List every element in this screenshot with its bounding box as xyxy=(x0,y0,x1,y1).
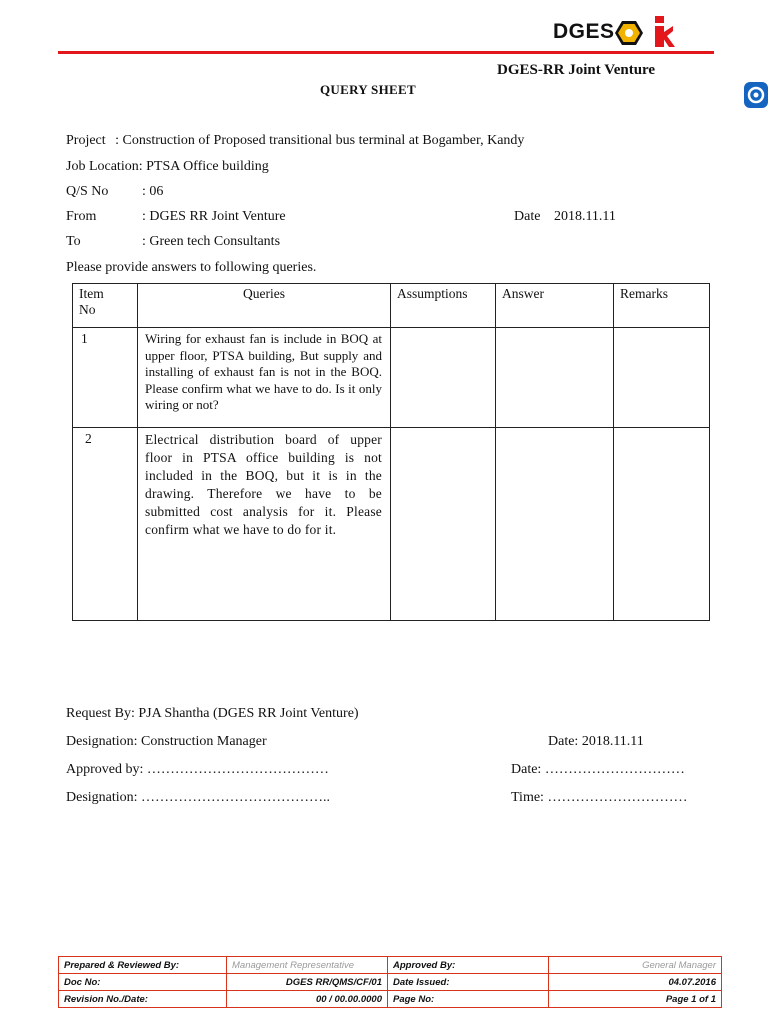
approved-label: Approved By: xyxy=(388,957,549,974)
qs-label: Q/S No xyxy=(66,184,109,199)
header-queries: Queries xyxy=(138,284,391,328)
approved-value: General Manager xyxy=(549,957,722,974)
header-divider xyxy=(58,51,714,54)
qs-line xyxy=(66,184,164,200)
project-label: Project xyxy=(66,133,106,148)
row-item-no: 1 xyxy=(73,328,138,428)
row-answer[interactable] xyxy=(496,428,614,621)
designation: Designation: Construction Manager xyxy=(66,734,267,749)
document-control-footer xyxy=(58,956,722,1008)
header-answer: Answer xyxy=(496,284,614,328)
page-title: QUERY SHEET xyxy=(320,82,416,97)
query-table xyxy=(72,283,710,621)
header-item-line2: No xyxy=(79,302,96,317)
row-assumptions[interactable] xyxy=(391,428,496,621)
header-item-line1: Item xyxy=(79,286,104,301)
project-line xyxy=(66,133,524,149)
side-tool-icon[interactable] xyxy=(744,82,768,108)
row-item-no: 2 xyxy=(73,428,138,621)
row-query: Electrical distribution board of upper floor in PTSA office building is not included in the BOQ, but it is in the drawing. Therefore we have to be submitted cost analysis for it. Please confirm what we have to do for it. xyxy=(138,428,391,621)
header-item-no xyxy=(73,284,138,328)
from-value: : DGES RR Joint Venture xyxy=(142,209,286,224)
company-logo xyxy=(553,14,683,50)
revision-label: Revision No./Date: xyxy=(59,991,227,1008)
revision-value: 00 / 00.00.0000 xyxy=(227,991,388,1008)
date-label: Date xyxy=(514,209,541,224)
issued-label: Date Issued: xyxy=(388,974,549,991)
rr-logo-icon xyxy=(651,16,677,48)
from-label: From xyxy=(66,209,97,224)
row-assumptions[interactable] xyxy=(391,328,496,428)
location-label: Job Location: xyxy=(66,159,143,174)
instruction-text: Please provide answers to following queries. xyxy=(66,260,317,275)
location-line xyxy=(66,159,269,175)
from-line xyxy=(66,209,286,225)
prepared-label: Prepared & Reviewed By: xyxy=(59,957,227,974)
footer-row xyxy=(59,957,722,974)
footer-row xyxy=(59,991,722,1008)
approved-date: Date: ………………………… xyxy=(511,762,685,777)
approver-designation: Designation: ………………………………….. xyxy=(66,790,331,805)
request-date: Date: 2018.11.11 xyxy=(548,734,644,749)
row-remarks[interactable] xyxy=(614,328,710,428)
to-label: To xyxy=(66,234,81,249)
joint-venture-name: DGES-RR Joint Venture xyxy=(497,62,656,78)
header-remarks: Remarks xyxy=(614,284,710,328)
footer-row xyxy=(59,974,722,991)
page-label: Page No: xyxy=(388,991,549,1008)
to-value: : Green tech Consultants xyxy=(142,234,281,249)
approved-time: Time: ………………………… xyxy=(511,790,688,805)
table-row xyxy=(73,328,710,428)
table-row xyxy=(73,428,710,621)
request-by: Request By: PJA Shantha (DGES RR Joint Venture) xyxy=(66,706,359,721)
project-value: : Construction of Proposed transitional bus terminal at Bogamber, Kandy xyxy=(115,133,525,148)
prepared-value: Management Representative xyxy=(227,957,388,974)
logo-text: DGES xyxy=(553,20,615,43)
to-line xyxy=(66,234,281,250)
approved-by: Approved by: ………………………………… xyxy=(66,762,329,777)
table-header-row xyxy=(73,284,710,328)
issued-value: 04.07.2016 xyxy=(549,974,722,991)
docno-value: DGES RR/QMS/CF/01 xyxy=(227,974,388,991)
location-value: PTSA Office building xyxy=(146,159,269,174)
date-value: 2018.11.11 xyxy=(553,209,616,224)
page-value: Page 1 of 1 xyxy=(549,991,722,1008)
row-answer[interactable] xyxy=(496,328,614,428)
docno-label: Doc No: xyxy=(59,974,227,991)
date-line xyxy=(514,209,616,225)
qs-value: : 06 xyxy=(142,184,164,199)
hexagon-logo-icon xyxy=(614,20,644,46)
header-assumptions: Assumptions xyxy=(391,284,496,328)
row-query: Wiring for exhaust fan is include in BOQ at upper floor, PTSA building, But supply and installing of exhaust fan is not in the BOQ. Please confirm what we have to do. Is it only wiring or not? xyxy=(138,328,391,428)
row-remarks[interactable] xyxy=(614,428,710,621)
